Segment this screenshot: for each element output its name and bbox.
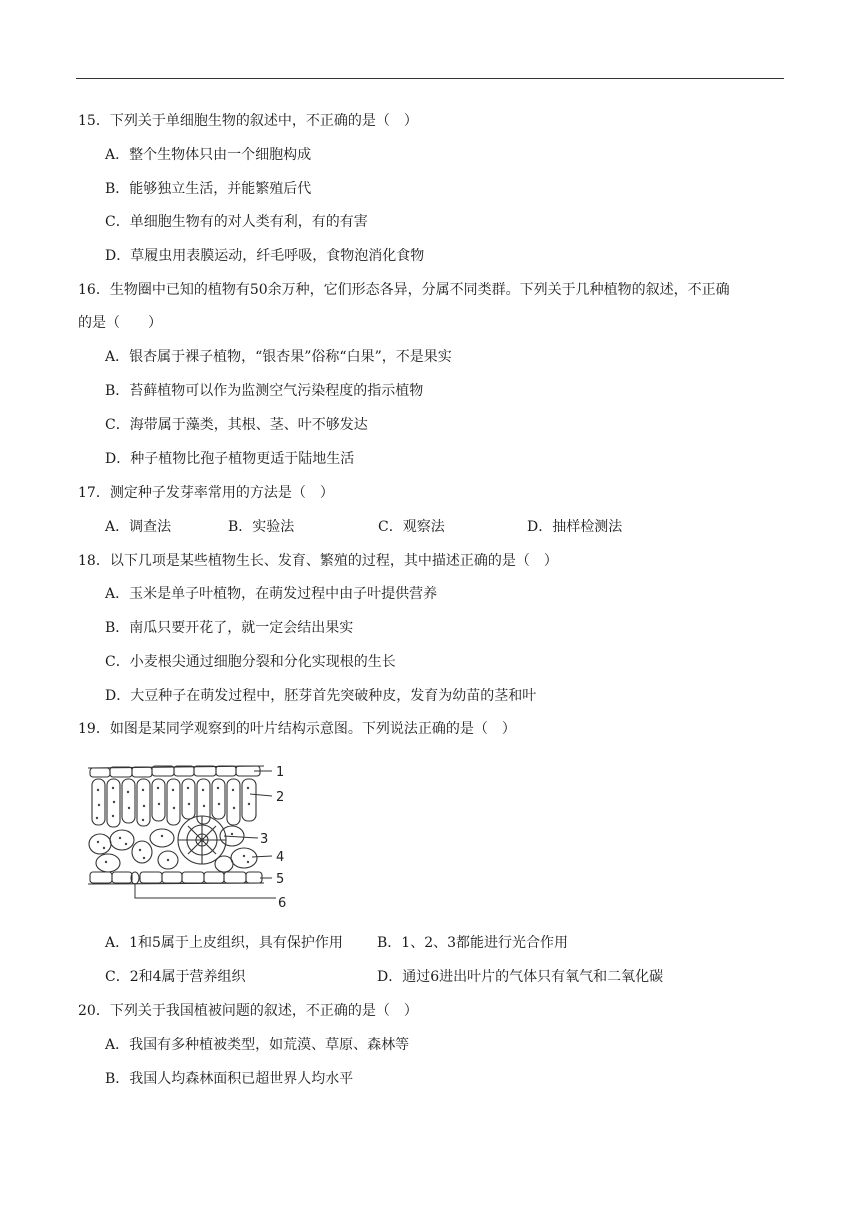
question-15-stem: 15．下列关于单细胞生物的叙述中，不正确的是（ ） xyxy=(78,113,418,129)
question-17-option-b: B．实验法 xyxy=(228,519,295,535)
question-19-option-c: C．2和4属于营养组织 xyxy=(105,969,246,985)
diagram-label-4: 4 xyxy=(276,850,285,865)
question-17-option-a: A．调查法 xyxy=(105,519,172,535)
question-17-option-d: D．抽样检测法 xyxy=(527,519,623,535)
question-19-option-d: D．通过6进出叶片的气体只有氧气和二氧化碳 xyxy=(377,969,664,985)
question-16-option-a: A．银杏属于裸子植物，“银杏果”俗称“白果”，不是果实 xyxy=(105,349,452,365)
question-17-option-c: C．观察法 xyxy=(378,519,445,535)
header-rule xyxy=(76,78,784,79)
question-18-option-d: D．大豆种子在萌发过程中，胚芽首先突破种皮，发育为幼苗的茎和叶 xyxy=(105,688,537,704)
question-16-option-c: C．海带属于藻类，其根、茎、叶不够发达 xyxy=(105,417,368,433)
question-16-stem-line2: 的是（ ） xyxy=(78,315,162,331)
question-18-option-a: A．玉米是单子叶植物，在萌发过程中由子叶提供营养 xyxy=(105,586,438,602)
question-15-option-d: D．草履虫用表膜运动，纤毛呼吸，食物泡消化食物 xyxy=(105,248,425,264)
question-15-option-a: A．整个生物体只由一个细胞构成 xyxy=(105,147,312,163)
diagram-label-3: 3 xyxy=(260,832,269,847)
question-15-option-b: B．能够独立生活，并能繁殖后代 xyxy=(105,181,312,197)
leaf-cross-section-svg xyxy=(84,760,296,912)
question-16-option-b: B．苔藓植物可以作为监测空气污染程度的指示植物 xyxy=(105,383,424,399)
question-20-stem: 20．下列关于我国植被问题的叙述，不正确的是（ ） xyxy=(78,1003,418,1019)
diagram-label-2: 2 xyxy=(276,790,285,805)
question-20-option-a: A．我国有多种植被类型，如荒漠、草原、森林等 xyxy=(105,1037,410,1053)
diagram-label-1: 1 xyxy=(276,765,285,780)
question-19-option-b: B．1、2、3都能进行光合作用 xyxy=(377,935,569,951)
question-17-stem: 17．测定种子发芽率常用的方法是（ ） xyxy=(78,485,334,501)
question-18-option-c: C．小麦根尖通过细胞分裂和分化实现根的生长 xyxy=(105,654,396,670)
question-19-stem: 19．如图是某同学观察到的叶片结构示意图。下列说法正确的是（ ） xyxy=(78,721,516,737)
question-18-option-b: B．南瓜只要开花了，就一定会结出果实 xyxy=(105,620,354,636)
question-15-option-c: C．单细胞生物有的对人类有利，有的有害 xyxy=(105,214,368,230)
question-18-stem: 18．以下几项是某些植物生长、发育、繁殖的过程，其中描述正确的是（ ） xyxy=(78,553,558,569)
question-16-stem-line1: 16．生物圈中已知的植物有50余万种，它们形态各异，分属不同类群。下列关于几种植物的叙述，不正确 xyxy=(78,282,730,298)
leaf-cross-section-diagram xyxy=(84,760,296,912)
question-20-option-b: B．我国人均森林面积已超世界人均水平 xyxy=(105,1071,354,1087)
question-19-option-a: A．1和5属于上皮组织，具有保护作用 xyxy=(105,935,343,951)
question-16-option-d: D．种子植物比孢子植物更适于陆地生活 xyxy=(105,451,355,467)
diagram-label-6: 6 xyxy=(278,896,287,911)
diagram-label-5: 5 xyxy=(276,872,285,887)
